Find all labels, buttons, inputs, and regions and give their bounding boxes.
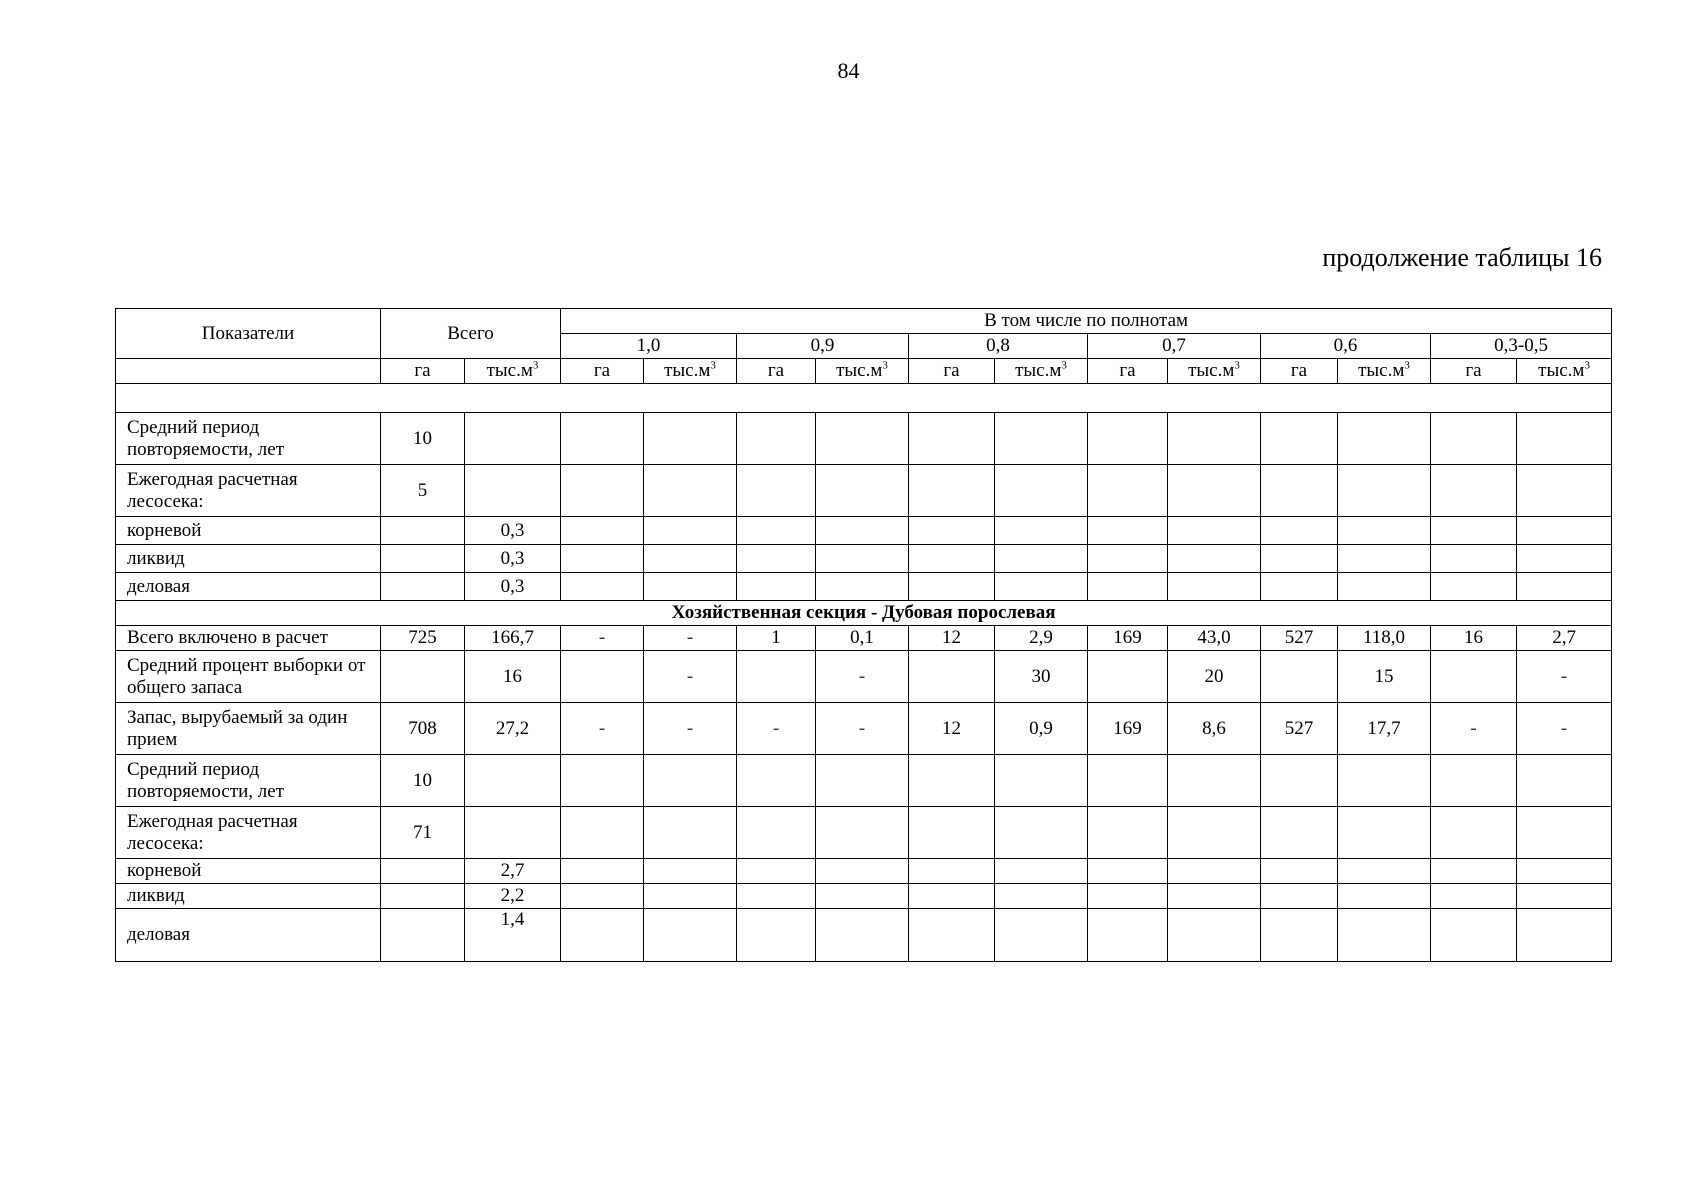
table-cell bbox=[1338, 517, 1431, 545]
table-row bbox=[116, 807, 1612, 859]
table-cell: 20 bbox=[1168, 651, 1261, 703]
table-cell bbox=[1431, 884, 1517, 909]
table-cell bbox=[909, 517, 995, 545]
table-cell bbox=[909, 859, 995, 884]
table-cell: 708 bbox=[381, 703, 465, 755]
header-indicators: Показатели bbox=[116, 309, 381, 359]
table-cell: - bbox=[816, 703, 909, 755]
table-cell bbox=[644, 517, 737, 545]
spacer-cell bbox=[116, 384, 1612, 413]
table-cell bbox=[737, 755, 816, 807]
table-cell bbox=[1088, 884, 1168, 909]
table-cell bbox=[1168, 909, 1261, 962]
table-cell bbox=[1338, 859, 1431, 884]
table-cell bbox=[816, 517, 909, 545]
table-cell bbox=[816, 884, 909, 909]
table-cell bbox=[1261, 651, 1338, 703]
table-cell: 12 bbox=[909, 626, 995, 651]
table-row bbox=[116, 755, 1612, 807]
table-cell bbox=[1168, 573, 1261, 601]
header-density-3: 0,8 bbox=[909, 334, 1088, 359]
table-cell bbox=[644, 545, 737, 573]
table-cell: - bbox=[816, 651, 909, 703]
table-cell bbox=[909, 465, 995, 517]
table-cell: - bbox=[561, 626, 644, 651]
section-title: Хозяйственная секция - Дубовая порослевая bbox=[116, 601, 1612, 626]
table-cell bbox=[737, 573, 816, 601]
header-density-5: 0,6 bbox=[1261, 334, 1431, 359]
table-cell bbox=[995, 517, 1088, 545]
table-cell bbox=[1517, 807, 1612, 859]
table-cell: - bbox=[737, 703, 816, 755]
table-cell bbox=[1431, 413, 1517, 465]
table-cell bbox=[1431, 651, 1517, 703]
table-row bbox=[116, 703, 1612, 755]
table-cell bbox=[465, 755, 561, 807]
table-cell: - bbox=[561, 703, 644, 755]
table-cell bbox=[1517, 884, 1612, 909]
row-label: ликвид bbox=[116, 884, 381, 909]
table-cell: - bbox=[644, 626, 737, 651]
table-cell bbox=[561, 755, 644, 807]
table-cell bbox=[1517, 909, 1612, 962]
table-cell bbox=[909, 909, 995, 962]
row-label: ликвид bbox=[116, 545, 381, 573]
forest-cutting-table bbox=[115, 308, 1612, 962]
table-cell: 2,7 bbox=[465, 859, 561, 884]
row-label: Средний период повторяемости, лет bbox=[116, 413, 381, 465]
table-cell bbox=[1168, 859, 1261, 884]
row-label: деловая bbox=[116, 909, 381, 962]
table-cell bbox=[995, 909, 1088, 962]
table-cell bbox=[995, 545, 1088, 573]
table-cell bbox=[995, 413, 1088, 465]
table-cell: 16 bbox=[1431, 626, 1517, 651]
table-cell bbox=[1168, 755, 1261, 807]
table-cell: 169 bbox=[1088, 626, 1168, 651]
table-cell bbox=[816, 755, 909, 807]
row-label: Средний период повторяемости, лет bbox=[116, 755, 381, 807]
table-row bbox=[116, 465, 1612, 517]
table-cell bbox=[1517, 859, 1612, 884]
table-cell bbox=[1261, 573, 1338, 601]
table-row bbox=[116, 573, 1612, 601]
unit-volume: $тыс.м^3$ bbox=[465, 359, 561, 384]
table-cell bbox=[1431, 909, 1517, 962]
table-cell bbox=[1088, 859, 1168, 884]
table-cell bbox=[381, 884, 465, 909]
table-cell: - bbox=[1517, 651, 1612, 703]
table-cell: 2,9 bbox=[995, 626, 1088, 651]
table-row bbox=[116, 884, 1612, 909]
table-cell bbox=[381, 909, 465, 962]
table-cell bbox=[1261, 884, 1338, 909]
unit-ha: га bbox=[1261, 359, 1338, 384]
table-row bbox=[116, 909, 1612, 962]
table-cell bbox=[1168, 413, 1261, 465]
table-cell: 43,0 bbox=[1168, 626, 1261, 651]
unit-ha: га bbox=[381, 359, 465, 384]
table-cell bbox=[1088, 573, 1168, 601]
table-cell: 5 bbox=[381, 465, 465, 517]
table-cell bbox=[1168, 807, 1261, 859]
table-cell: 17,7 bbox=[1338, 703, 1431, 755]
table-cell bbox=[644, 465, 737, 517]
table-cell: 118,0 bbox=[1338, 626, 1431, 651]
row-label: корневой bbox=[116, 859, 381, 884]
table-cell bbox=[561, 413, 644, 465]
header-density-4: 0,7 bbox=[1088, 334, 1261, 359]
unit-volume: $тыс.м^3$ bbox=[1168, 359, 1261, 384]
table-cell bbox=[1338, 884, 1431, 909]
table-cell bbox=[737, 909, 816, 962]
table-row bbox=[116, 859, 1612, 884]
table-cell: 2,2 bbox=[465, 884, 561, 909]
table-cell: - bbox=[1431, 703, 1517, 755]
table-cell: 169 bbox=[1088, 703, 1168, 755]
table-cell bbox=[644, 573, 737, 601]
table-cell bbox=[816, 859, 909, 884]
table-cell bbox=[1168, 517, 1261, 545]
unit-volume: $тыс.м^3$ bbox=[1517, 359, 1612, 384]
table-cell bbox=[995, 755, 1088, 807]
table-cell bbox=[1088, 517, 1168, 545]
row-label: Ежегодная расчетная лесосека: bbox=[116, 807, 381, 859]
table-cell bbox=[816, 465, 909, 517]
table-cell bbox=[381, 651, 465, 703]
table-cell: 8,6 bbox=[1168, 703, 1261, 755]
table-cell: 1,4 bbox=[465, 909, 561, 962]
header-units-row bbox=[116, 359, 1612, 384]
table-cell bbox=[1261, 545, 1338, 573]
table-cell: 27,2 bbox=[465, 703, 561, 755]
table-cell bbox=[909, 807, 995, 859]
table-cell: 527 bbox=[1261, 626, 1338, 651]
table-cell bbox=[909, 545, 995, 573]
table-cell bbox=[1261, 413, 1338, 465]
unit-ha: га bbox=[737, 359, 816, 384]
table-cell: 15 bbox=[1338, 651, 1431, 703]
table-cell bbox=[1517, 755, 1612, 807]
table-cell bbox=[381, 859, 465, 884]
table-cell: 0,3 bbox=[465, 545, 561, 573]
table-cell bbox=[1338, 807, 1431, 859]
table-cell bbox=[1338, 573, 1431, 601]
table-cell bbox=[737, 413, 816, 465]
table-cell: 12 bbox=[909, 703, 995, 755]
table-cell bbox=[465, 465, 561, 517]
table-cell bbox=[644, 755, 737, 807]
table-cell: 16 bbox=[465, 651, 561, 703]
table-row bbox=[116, 545, 1612, 573]
table-cell bbox=[561, 909, 644, 962]
table-cell: 2,7 bbox=[1517, 626, 1612, 651]
table-cell bbox=[1168, 545, 1261, 573]
table-cell bbox=[381, 573, 465, 601]
table-cell: 166,7 bbox=[465, 626, 561, 651]
table-continuation-title: продолжение таблицы 16 bbox=[1322, 243, 1602, 272]
table-cell bbox=[561, 517, 644, 545]
table-cell bbox=[1517, 413, 1612, 465]
table-row bbox=[116, 626, 1612, 651]
table-cell bbox=[909, 573, 995, 601]
table-row bbox=[116, 651, 1612, 703]
table-cell: 30 bbox=[995, 651, 1088, 703]
page-number: 84 bbox=[837, 58, 860, 83]
table-cell bbox=[644, 884, 737, 909]
table-cell: 0,3 bbox=[465, 517, 561, 545]
table-cell bbox=[1088, 545, 1168, 573]
row-label: Запас, вырубаемый за один прием bbox=[116, 703, 381, 755]
table-cell bbox=[1517, 573, 1612, 601]
table-cell bbox=[995, 807, 1088, 859]
table-cell bbox=[1431, 545, 1517, 573]
table-cell bbox=[1517, 517, 1612, 545]
table-cell bbox=[1088, 807, 1168, 859]
table-cell bbox=[1517, 465, 1612, 517]
table-cell bbox=[1338, 755, 1431, 807]
table-cell bbox=[737, 807, 816, 859]
row-label: корневой bbox=[116, 517, 381, 545]
table-cell bbox=[1431, 573, 1517, 601]
table-cell bbox=[995, 859, 1088, 884]
table-cell bbox=[1261, 517, 1338, 545]
table-cell bbox=[1338, 545, 1431, 573]
table-cell bbox=[1338, 465, 1431, 517]
unit-ha: га bbox=[909, 359, 995, 384]
table-cell bbox=[561, 651, 644, 703]
table-cell bbox=[1261, 807, 1338, 859]
table-cell: 1 bbox=[737, 626, 816, 651]
table-cell bbox=[561, 807, 644, 859]
section-row bbox=[116, 601, 1612, 626]
table-cell bbox=[737, 517, 816, 545]
table-cell bbox=[1261, 755, 1338, 807]
unit-ha: га bbox=[1088, 359, 1168, 384]
header-total: Всего bbox=[381, 309, 561, 359]
table-cell bbox=[561, 859, 644, 884]
table-cell bbox=[737, 651, 816, 703]
header-row-1 bbox=[116, 309, 1612, 334]
table-cell bbox=[1261, 465, 1338, 517]
table-cell bbox=[1431, 755, 1517, 807]
table-cell bbox=[1168, 465, 1261, 517]
table-cell bbox=[737, 884, 816, 909]
table-cell bbox=[1431, 807, 1517, 859]
table-cell bbox=[644, 807, 737, 859]
table-cell bbox=[1431, 465, 1517, 517]
table-cell: 527 bbox=[1261, 703, 1338, 755]
table-cell bbox=[1338, 413, 1431, 465]
table-cell bbox=[909, 651, 995, 703]
table-cell bbox=[816, 573, 909, 601]
table-row bbox=[116, 517, 1612, 545]
table-cell bbox=[644, 909, 737, 962]
table-cell: 71 bbox=[381, 807, 465, 859]
header-units-empty bbox=[116, 359, 381, 384]
table-cell bbox=[465, 413, 561, 465]
table-cell bbox=[1088, 465, 1168, 517]
table-cell: - bbox=[644, 651, 737, 703]
table-cell: 10 bbox=[381, 755, 465, 807]
table-cell bbox=[909, 884, 995, 909]
table-cell bbox=[1431, 859, 1517, 884]
table-cell bbox=[737, 465, 816, 517]
row-label: Средний процент выборки от общего запаса bbox=[116, 651, 381, 703]
header-density-2: 0,9 bbox=[737, 334, 909, 359]
table-cell bbox=[561, 573, 644, 601]
table-cell bbox=[561, 465, 644, 517]
table-cell bbox=[1431, 517, 1517, 545]
table-cell bbox=[1088, 909, 1168, 962]
table-cell bbox=[737, 545, 816, 573]
table-cell bbox=[995, 573, 1088, 601]
row-label: Ежегодная расчетная лесосека: bbox=[116, 465, 381, 517]
table-cell: 0,3 bbox=[465, 573, 561, 601]
unit-volume: $тыс.м^3$ bbox=[644, 359, 737, 384]
table-cell bbox=[1088, 755, 1168, 807]
table-cell bbox=[644, 413, 737, 465]
unit-volume: $тыс.м^3$ bbox=[1338, 359, 1431, 384]
unit-volume: $тыс.м^3$ bbox=[995, 359, 1088, 384]
table-cell bbox=[1088, 413, 1168, 465]
unit-ha: га bbox=[561, 359, 644, 384]
table-cell bbox=[1517, 545, 1612, 573]
header-by-density: В том числе по полнотам bbox=[561, 309, 1612, 334]
table-cell: - bbox=[644, 703, 737, 755]
table-cell: - bbox=[1517, 703, 1612, 755]
table-cell bbox=[465, 807, 561, 859]
table-cell bbox=[1261, 909, 1338, 962]
table-cell bbox=[644, 859, 737, 884]
table-cell bbox=[561, 545, 644, 573]
table-row bbox=[116, 413, 1612, 465]
table-cell: 725 bbox=[381, 626, 465, 651]
table-cell bbox=[816, 909, 909, 962]
header-density-6: 0,3-0,5 bbox=[1431, 334, 1612, 359]
table-cell bbox=[1261, 859, 1338, 884]
row-label: деловая bbox=[116, 573, 381, 601]
spacer-row bbox=[116, 384, 1612, 413]
table-cell bbox=[1338, 909, 1431, 962]
table-cell: 0,1 bbox=[816, 626, 909, 651]
table-cell: 10 bbox=[381, 413, 465, 465]
header-density-1: 1,0 bbox=[561, 334, 737, 359]
table-cell bbox=[737, 859, 816, 884]
table-cell bbox=[995, 884, 1088, 909]
unit-ha: га bbox=[1431, 359, 1517, 384]
row-label: Всего включено в расчет bbox=[116, 626, 381, 651]
table-cell bbox=[1168, 884, 1261, 909]
table-cell bbox=[909, 413, 995, 465]
table-cell bbox=[1088, 651, 1168, 703]
table-cell bbox=[909, 755, 995, 807]
table-cell bbox=[816, 545, 909, 573]
unit-volume: $тыс.м^3$ bbox=[816, 359, 909, 384]
table-cell bbox=[561, 884, 644, 909]
table-cell bbox=[816, 807, 909, 859]
table-cell bbox=[381, 517, 465, 545]
table-cell: 0,9 bbox=[995, 703, 1088, 755]
table-cell bbox=[995, 465, 1088, 517]
table-cell bbox=[816, 413, 909, 465]
table-cell bbox=[381, 545, 465, 573]
